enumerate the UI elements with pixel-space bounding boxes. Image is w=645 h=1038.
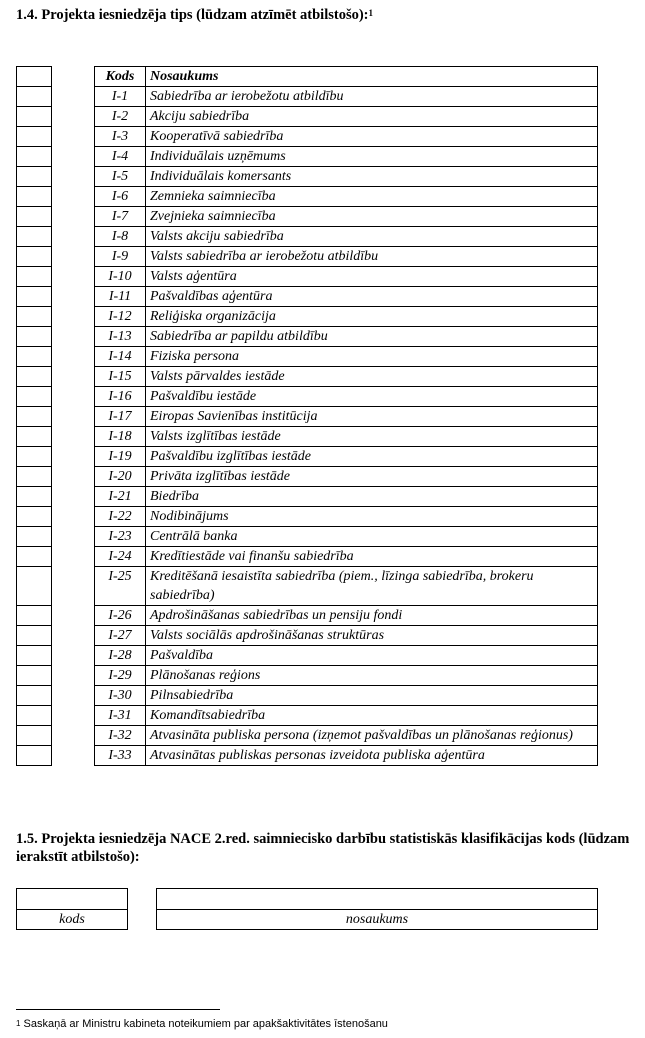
nace-code-box	[16, 888, 128, 930]
type-name-cell: Kredītiestāde vai finanšu sabiedrība	[146, 547, 598, 567]
type-name-cell: Eiropas Savienības institūcija	[146, 407, 598, 427]
table-row	[95, 227, 598, 247]
type-code-cell: I-4	[95, 147, 146, 167]
type-code-cell: I-2	[95, 107, 146, 127]
type-code-cell: I-32	[95, 726, 146, 746]
table-row	[95, 107, 598, 127]
table-row	[95, 167, 598, 187]
type-checkbox[interactable]	[17, 447, 52, 467]
type-name-cell: Zemnieka saimniecība	[146, 187, 598, 207]
type-name-cell: Komandītsabiedrība	[146, 706, 598, 726]
type-checkbox[interactable]	[17, 646, 52, 666]
type-code-cell: I-31	[95, 706, 146, 726]
type-code-cell: I-1	[95, 87, 146, 107]
type-name-cell: Atvasināta publiska persona (izņemot pašvaldības un plānošanas reģionus)	[146, 726, 598, 746]
table-row	[95, 706, 598, 726]
type-name-cell: Biedrība	[146, 487, 598, 507]
type-code-cell: I-23	[95, 527, 146, 547]
type-checkbox[interactable]	[17, 267, 52, 287]
type-code-cell: I-3	[95, 127, 146, 147]
type-checkbox[interactable]	[17, 487, 52, 507]
type-code-cell: I-7	[95, 207, 146, 227]
type-name-cell: Pašvaldība	[146, 646, 598, 666]
type-code-cell: I-5	[95, 167, 146, 187]
table-row	[95, 746, 598, 766]
type-code-cell: I-18	[95, 427, 146, 447]
type-code-cell: I-11	[95, 287, 146, 307]
table-row	[95, 547, 598, 567]
type-code-cell: I-25	[95, 567, 146, 606]
table-row	[95, 447, 598, 467]
type-checkbox[interactable]	[17, 347, 52, 367]
applicant-type-table	[94, 66, 598, 766]
table-row	[95, 187, 598, 207]
nace-name-label: nosaukums	[157, 910, 598, 930]
footnote-text: Saskaņā ar Ministru kabineta noteikumiem par apakšaktivitātes īstenošanu	[23, 1018, 388, 1030]
section-1-4-title-text: 1.4. Projekta iesniedzēja tips (lūdzam atzīmēt atbilstošo):	[16, 7, 369, 23]
type-code-cell: I-26	[95, 606, 146, 626]
type-checkbox[interactable]	[17, 367, 52, 387]
type-checkbox[interactable]	[17, 606, 52, 626]
type-checkbox[interactable]	[17, 207, 52, 227]
type-name-cell: Individuālais komersants	[146, 167, 598, 187]
type-name-cell: Valsts akciju sabiedrība	[146, 227, 598, 247]
type-checkbox[interactable]	[17, 167, 52, 187]
type-code-cell: I-27	[95, 626, 146, 646]
table-row	[95, 267, 598, 287]
type-code-cell: I-33	[95, 746, 146, 766]
type-name-cell: Pašvaldības aģentūra	[146, 287, 598, 307]
type-name-cell: Fiziska persona	[146, 347, 598, 367]
type-code-cell: I-16	[95, 387, 146, 407]
type-checkbox[interactable]	[17, 746, 52, 766]
type-code-cell: I-30	[95, 686, 146, 706]
type-code-cell: I-21	[95, 487, 146, 507]
type-checkbox[interactable]	[17, 706, 52, 726]
table-row	[95, 427, 598, 447]
type-name-cell: Kreditēšanā iesaistīta sabiedrība (piem., līzinga sabiedrība, brokeru sabiedrība)	[146, 567, 598, 606]
nace-name-field[interactable]	[157, 889, 598, 910]
type-code-cell: I-15	[95, 367, 146, 387]
type-name-cell: Valsts aģentūra	[146, 267, 598, 287]
footnote	[16, 1017, 388, 1031]
type-name-cell: Individuālais uzņēmums	[146, 147, 598, 167]
type-checkbox[interactable]	[17, 307, 52, 327]
table-row	[95, 726, 598, 746]
type-code-cell: I-20	[95, 467, 146, 487]
table-row	[95, 606, 598, 626]
nace-name-box	[156, 888, 598, 930]
footnote-ref: 1	[368, 8, 374, 18]
type-checkbox[interactable]	[17, 287, 52, 307]
type-name-cell: Valsts sabiedrība ar ierobežotu atbildību	[146, 247, 598, 267]
nace-code-field[interactable]	[17, 889, 128, 910]
section-1-4-title	[16, 6, 616, 24]
type-name-cell: Zvejnieka saimniecība	[146, 207, 598, 227]
header-code: Kods	[95, 67, 146, 87]
table-row	[95, 686, 598, 706]
table-row	[95, 407, 598, 427]
type-checkbox[interactable]	[17, 127, 52, 147]
table-row	[95, 307, 598, 327]
type-name-cell: Atvasinātas publiskas personas izveidota publiska aģentūra	[146, 746, 598, 766]
type-name-cell: Nodibinājums	[146, 507, 598, 527]
table-row	[95, 327, 598, 347]
type-checkbox[interactable]	[17, 547, 52, 567]
type-name-cell: Reliģiska organizācija	[146, 307, 598, 327]
type-code-cell: I-28	[95, 646, 146, 666]
type-name-cell: Sabiedrība ar ierobežotu atbildību	[146, 87, 598, 107]
type-name-cell: Plānošanas reģions	[146, 666, 598, 686]
type-checkbox[interactable]	[17, 247, 52, 267]
type-code-cell: I-19	[95, 447, 146, 467]
nace-code-label: kods	[17, 910, 128, 930]
table-header-row	[95, 67, 598, 87]
footnote-divider	[16, 1009, 220, 1010]
table-row	[95, 527, 598, 547]
type-code-cell: I-17	[95, 407, 146, 427]
table-row	[95, 347, 598, 367]
type-name-cell: Sabiedrība ar papildu atbildību	[146, 327, 598, 347]
type-name-cell: Apdrošināšanas sabiedrības un pensiju fondi	[146, 606, 598, 626]
type-code-cell: I-12	[95, 307, 146, 327]
table-row	[95, 487, 598, 507]
table-row	[95, 387, 598, 407]
type-checkbox[interactable]	[17, 87, 52, 107]
table-row	[95, 666, 598, 686]
type-name-cell: Centrālā banka	[146, 527, 598, 547]
type-checkbox[interactable]	[17, 67, 52, 87]
type-name-cell: Kooperatīvā sabiedrība	[146, 127, 598, 147]
type-checkbox[interactable]	[17, 147, 52, 167]
table-row	[95, 567, 598, 606]
type-checkbox[interactable]	[17, 527, 52, 547]
footnote-number: 1	[16, 1019, 21, 1028]
type-code-cell: I-13	[95, 327, 146, 347]
type-checkbox[interactable]	[17, 726, 52, 746]
type-checkbox[interactable]	[17, 227, 52, 247]
table-row	[95, 287, 598, 307]
type-checkbox[interactable]	[17, 467, 52, 487]
type-code-cell: I-24	[95, 547, 146, 567]
type-checkbox[interactable]	[17, 666, 52, 686]
type-checkbox[interactable]	[17, 407, 52, 427]
type-checkbox[interactable]	[17, 107, 52, 127]
table-row	[95, 127, 598, 147]
type-name-cell: Pilnsabiedrība	[146, 686, 598, 706]
type-code-cell: I-29	[95, 666, 146, 686]
type-checkbox[interactable]	[17, 187, 52, 207]
type-name-cell: Privāta izglītības iestāde	[146, 467, 598, 487]
type-checkbox[interactable]	[17, 387, 52, 407]
type-checkbox[interactable]	[17, 427, 52, 447]
table-row	[95, 467, 598, 487]
type-name-cell: Pašvaldību izglītības iestāde	[146, 447, 598, 467]
type-code-cell: I-6	[95, 187, 146, 207]
type-name-cell: Valsts sociālās apdrošināšanas struktūras	[146, 626, 598, 646]
table-row	[95, 147, 598, 167]
header-name: Nosaukums	[146, 67, 598, 87]
table-row	[95, 367, 598, 387]
type-code-cell: I-9	[95, 247, 146, 267]
type-checkbox[interactable]	[17, 626, 52, 646]
type-checkbox[interactable]	[17, 507, 52, 527]
table-row	[95, 87, 598, 107]
table-row	[95, 646, 598, 666]
type-name-cell: Pašvaldību iestāde	[146, 387, 598, 407]
type-checkbox-column	[16, 66, 52, 766]
type-code-cell: I-8	[95, 227, 146, 247]
type-checkbox[interactable]	[17, 567, 52, 606]
section-1-5-title: 1.5. Projekta iesniedzēja NACE 2.red. saimniecisko darbību statistiskās klasifikācijas kods (lūdzam ierakstīt atbilstošo):	[16, 831, 630, 865]
type-name-cell: Akciju sabiedrība	[146, 107, 598, 127]
type-code-cell: I-14	[95, 347, 146, 367]
type-name-cell: Valsts izglītības iestāde	[146, 427, 598, 447]
table-row	[95, 507, 598, 527]
table-row	[95, 207, 598, 227]
type-checkbox[interactable]	[17, 327, 52, 347]
type-name-cell: Valsts pārvaldes iestāde	[146, 367, 598, 387]
table-row	[95, 247, 598, 267]
type-code-cell: I-22	[95, 507, 146, 527]
type-code-cell: I-10	[95, 267, 146, 287]
table-row	[95, 626, 598, 646]
type-checkbox[interactable]	[17, 686, 52, 706]
